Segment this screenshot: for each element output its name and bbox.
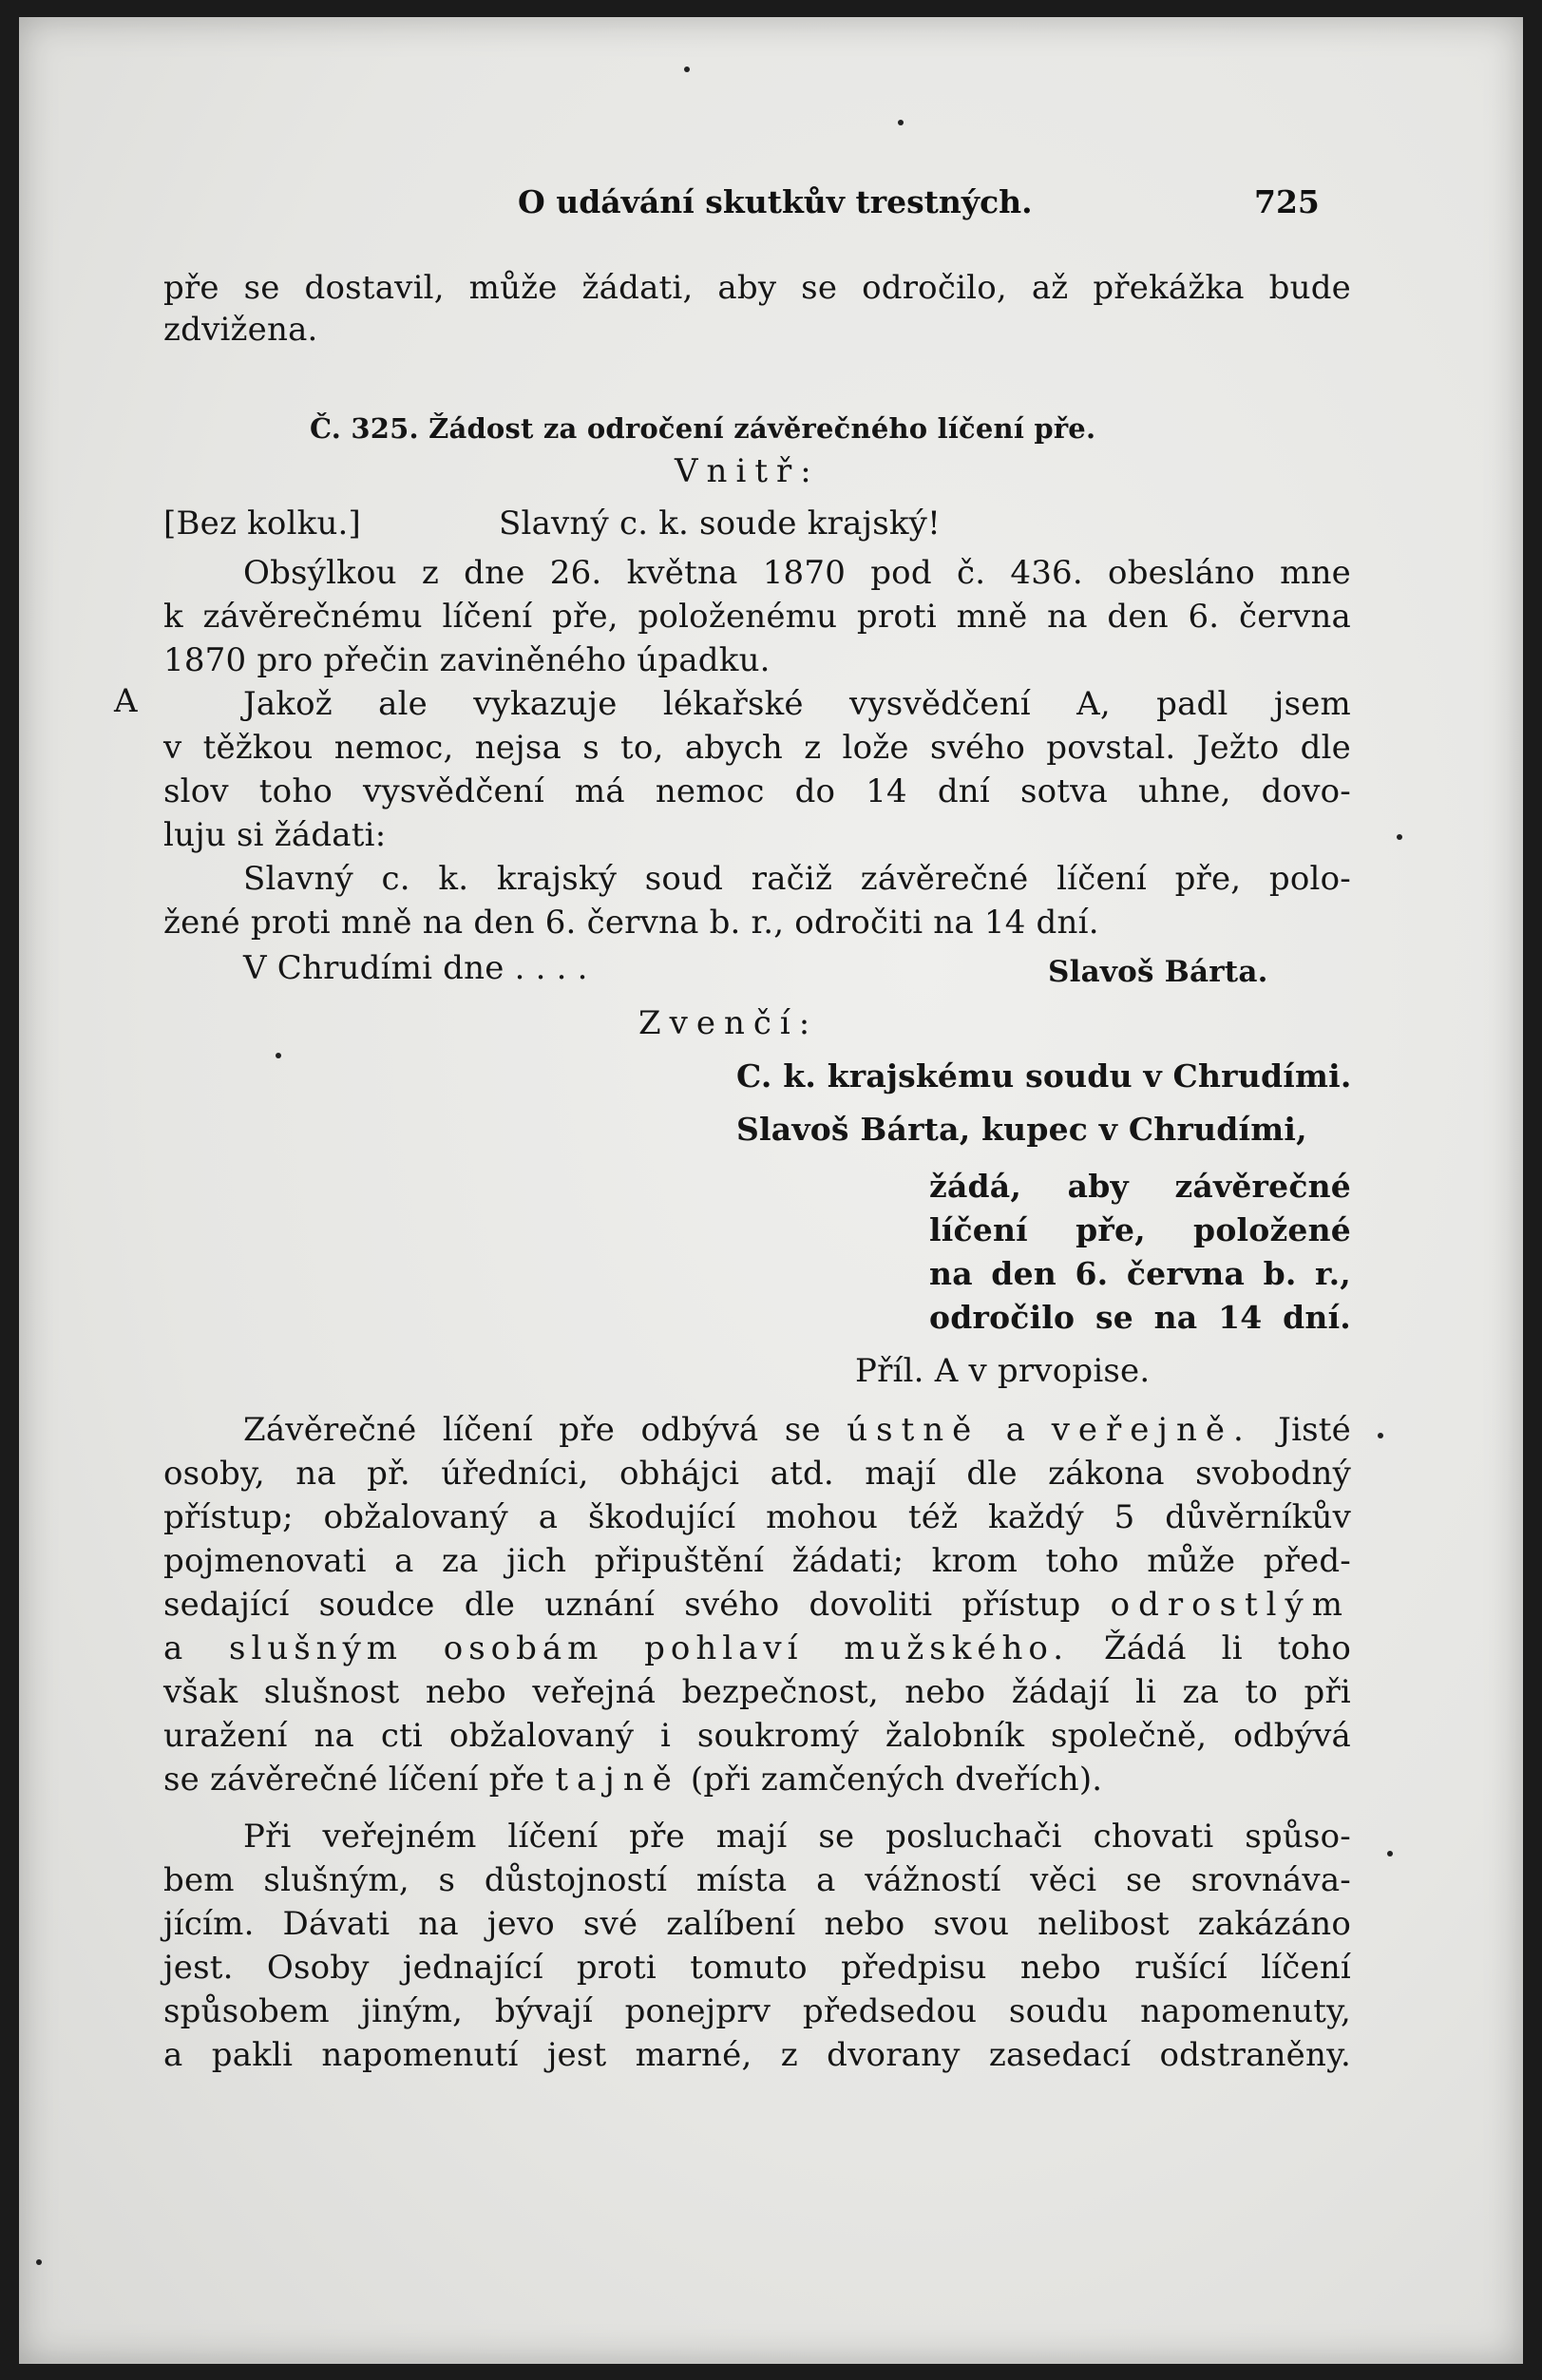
text-line: slov toho vysvědčení má nemoc do 14 dní sotva uhne, dovo- xyxy=(163,772,1351,810)
stamp-note: [Bez kolku.] xyxy=(163,505,362,543)
request-line: na den 6. června b. r., xyxy=(929,1255,1351,1292)
margin-note-a: A xyxy=(114,682,138,720)
text-line: však slušnost nebo veřejná bezpečnost, nebo žádají li za to při xyxy=(163,1673,1351,1711)
place-date: V Chrudími dne . . . . xyxy=(243,949,588,987)
request-line: žádá, aby závěrečné xyxy=(929,1168,1351,1205)
outside-heading: Zvenčí: xyxy=(638,1004,819,1042)
attachment-note: Příl. A v prvopise. xyxy=(855,1352,1151,1390)
request-line: odročilo se na 14 dní. xyxy=(929,1299,1351,1336)
text-line: pojmenovati a za jich připuštění žádati; krom toho může před- xyxy=(163,1542,1351,1580)
text-line: přístup; obžalovaný a škodující mohou též každý 5 důvěrníkův xyxy=(163,1498,1351,1536)
text-line: Jakož ale vykazuje lékařské vysvědčení A, padl jsem xyxy=(243,685,1351,723)
emphasis: odrostlým xyxy=(1110,1586,1351,1624)
paper-speck xyxy=(36,2259,42,2265)
text-line: bem slušným, s důstojností místa a vážností věci se srovnáva- xyxy=(163,1861,1351,1899)
text-line: spůsobem jiným, bývají ponejprv předsedou soudu napomenuty, xyxy=(163,1992,1351,2030)
paper-speck xyxy=(1378,1433,1383,1438)
inside-heading: Vnitř: xyxy=(675,452,820,490)
text-line: Obsýlkou z dne 26. května 1870 pod č. 436. obesláno mne xyxy=(243,554,1351,592)
paper-speck xyxy=(1387,1851,1393,1856)
signature: Slavoš Bárta. xyxy=(1048,955,1268,989)
text-line: žené proti mně na den 6. června b. r., odročiti na 14 dní. xyxy=(163,904,1099,942)
paper-speck xyxy=(898,120,904,125)
emphasis: ústně xyxy=(847,1411,980,1449)
text-line: osoby, na př. úředníci, obhájci atd. mají dle zákona svobodný xyxy=(163,1455,1351,1493)
text-line: luju si žádati: xyxy=(163,816,387,854)
text-line: k závěrečnému líčení pře, položenému proti mně na den 6. června xyxy=(163,598,1351,636)
emphasis: a slušným osobám pohlaví mužského. xyxy=(163,1629,1070,1667)
text-line: se závěrečné líčení pře tajně (při zamčených dveřích). xyxy=(163,1761,1103,1799)
page-number: 725 xyxy=(1254,183,1320,220)
text-line: Závěrečné líčení pře odbývá se ústně a veřejně. Jisté xyxy=(243,1411,1351,1449)
request-line: líčení pře, položené xyxy=(929,1211,1351,1248)
text-line: sedající soudce dle uznání svého dovoliti přístup odrostlým xyxy=(163,1586,1351,1624)
paper-speck xyxy=(684,67,690,72)
text-line: jícím. Dávati na jevo své zalíbení nebo svou nelibost zakázáno xyxy=(163,1905,1351,1943)
text-line: Slavný c. k. krajský soud račiž závěrečné líčení pře, polo- xyxy=(243,860,1351,898)
text-line: uražení na cti obžalovaný i soukromý žalobník společně, odbývá xyxy=(163,1717,1351,1755)
text-line: a slušným osobám pohlaví mužského. Žádá li toho xyxy=(163,1629,1351,1667)
text-line: v těžkou nemoc, nejsa s to, abych z lože svého povstal. Ježto dle xyxy=(163,729,1351,767)
running-title: O udávání skutkův trestných. xyxy=(518,183,1033,220)
paper-speck xyxy=(1397,834,1402,840)
address-line: C. k. krajskému soudu v Chrudími. xyxy=(736,1057,1352,1095)
text-line: pře se dostavil, může žádati, aby se odročilo, až překážka bude xyxy=(163,269,1351,307)
paper-speck xyxy=(276,1053,281,1058)
text-line: Při veřejném líčení pře mají se posluchači chovati spůso- xyxy=(243,1818,1351,1856)
address-line: Slavoš Bárta, kupec v Chrudími, xyxy=(736,1111,1307,1148)
section-title: Č. 325. Žádost za odročení závěrečného líčení pře. xyxy=(310,412,1096,445)
book-page xyxy=(19,17,1523,2364)
emphasis: veřejně. xyxy=(1051,1411,1252,1449)
salutation: Slavný c. k. soude krajský! xyxy=(499,505,941,543)
text-line: a pakli napomenutí jest marné, z dvorany zasedací odstraněny. xyxy=(163,2036,1351,2074)
text-line: zdvižena. xyxy=(163,311,318,349)
emphasis: tajně xyxy=(555,1761,680,1799)
text-line: 1870 pro přečin zaviněného úpadku. xyxy=(163,641,771,679)
text-line: jest. Osoby jednající proti tomuto předpisu nebo rušící líčení xyxy=(163,1949,1351,1987)
